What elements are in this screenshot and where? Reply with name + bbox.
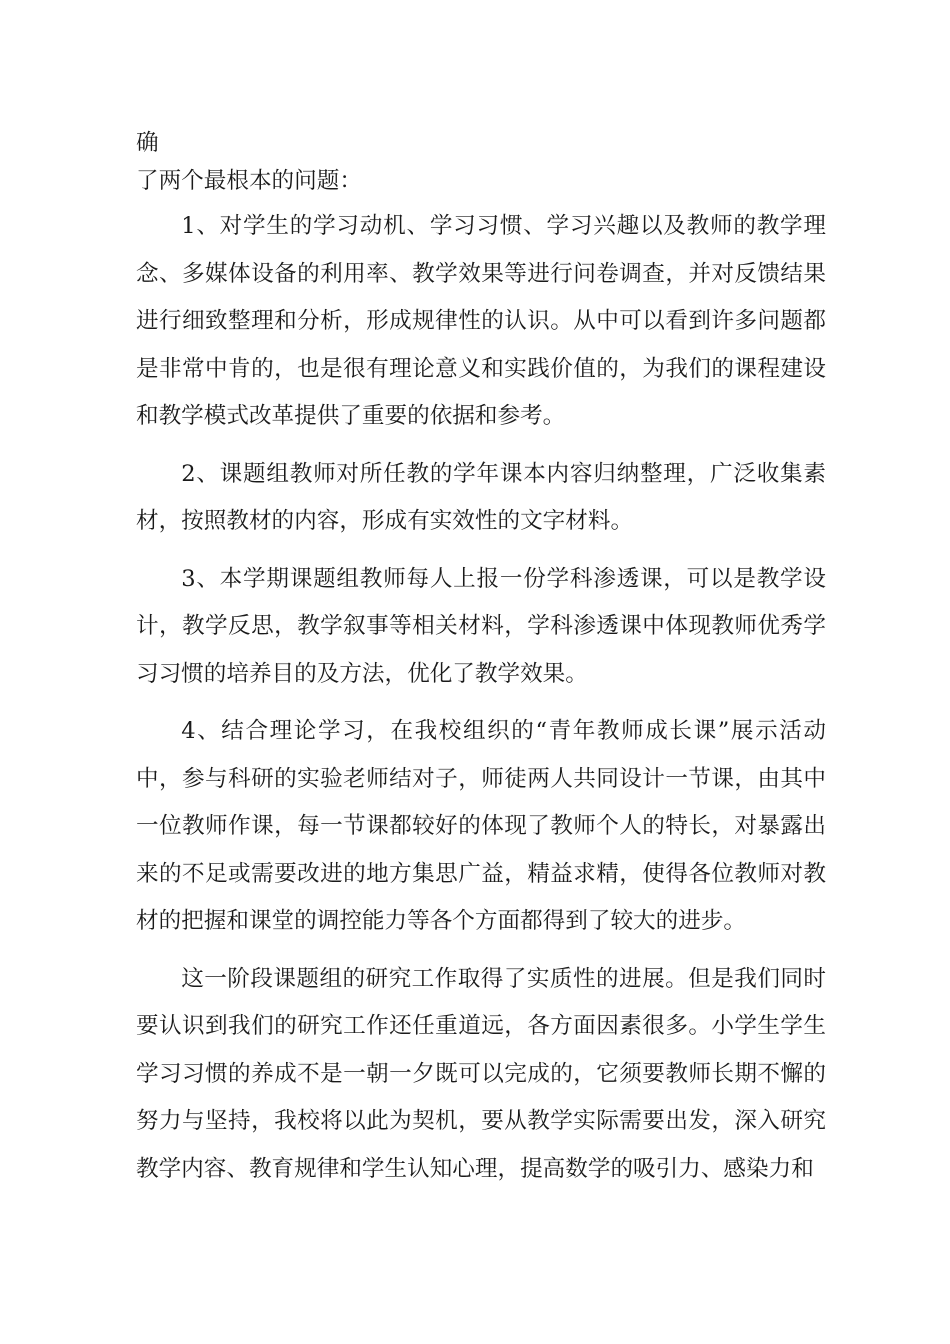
paragraph-item-1: 1、对学生的学习动机、学习习惯、学习兴趣以及教师的教学理念、多媒体设备的利用率、教学效果等进行问卷调查，并对反馈结果进行细致整理和分析，形成规律性的认识。从中可以看到许多问题都是非常中肯的，也是很有理论意义和实践价值的，为我们的课程建设和教学模式改革提供了重要的依据和参考。 [136, 213, 826, 429]
paragraph-item-3: 3、本学期课题组教师每人上报一份学科渗透课，可以是教学设计，教学反思，教学叙事等相关材料，学科渗透课中体现教师优秀学习习惯的培养目的及方法，优化了教学效果。 [136, 565, 826, 687]
paragraph-item-4: 4、结合理论学习，在我校组织的“青年教师成长课”展示活动中，参与科研的实验老师结对子，师徒两人共同设计一节课，由其中一位教师作课，每一节课都较好的体现了教师个人的特长，对暴露出来的不足或需要改进的地方集思广益，精益求精，使得各位教师对教材的把握和课堂的调控能力等各个方面都得到了较大的进步。 [136, 718, 826, 934]
fragment-line: 确 [136, 130, 159, 156]
paragraph-summary: 这一阶段课题组的研究工作取得了实质性的进展。但是我们同时要认识到我们的研究工作还任重道远，各方面因素很多。小学生学生学习习惯的养成不是一朝一夕既可以完成的，它须要教师长期不懈的努力与坚持，我校将以此为契机，要从教学实际需要出发，深入研究教学内容、教育规律和学生认知心理，提高数学的吸引力、感染力和 [136, 965, 826, 1182]
paragraph-item-2: 2、课题组教师对所任教的学年课本内容归纳整理，广泛收集素材，按照教材的内容，形成有实效性的文字材料。 [136, 460, 826, 534]
intro-line: 了两个最根本的问题： [136, 168, 362, 194]
document-page [136, 124, 826, 1203]
